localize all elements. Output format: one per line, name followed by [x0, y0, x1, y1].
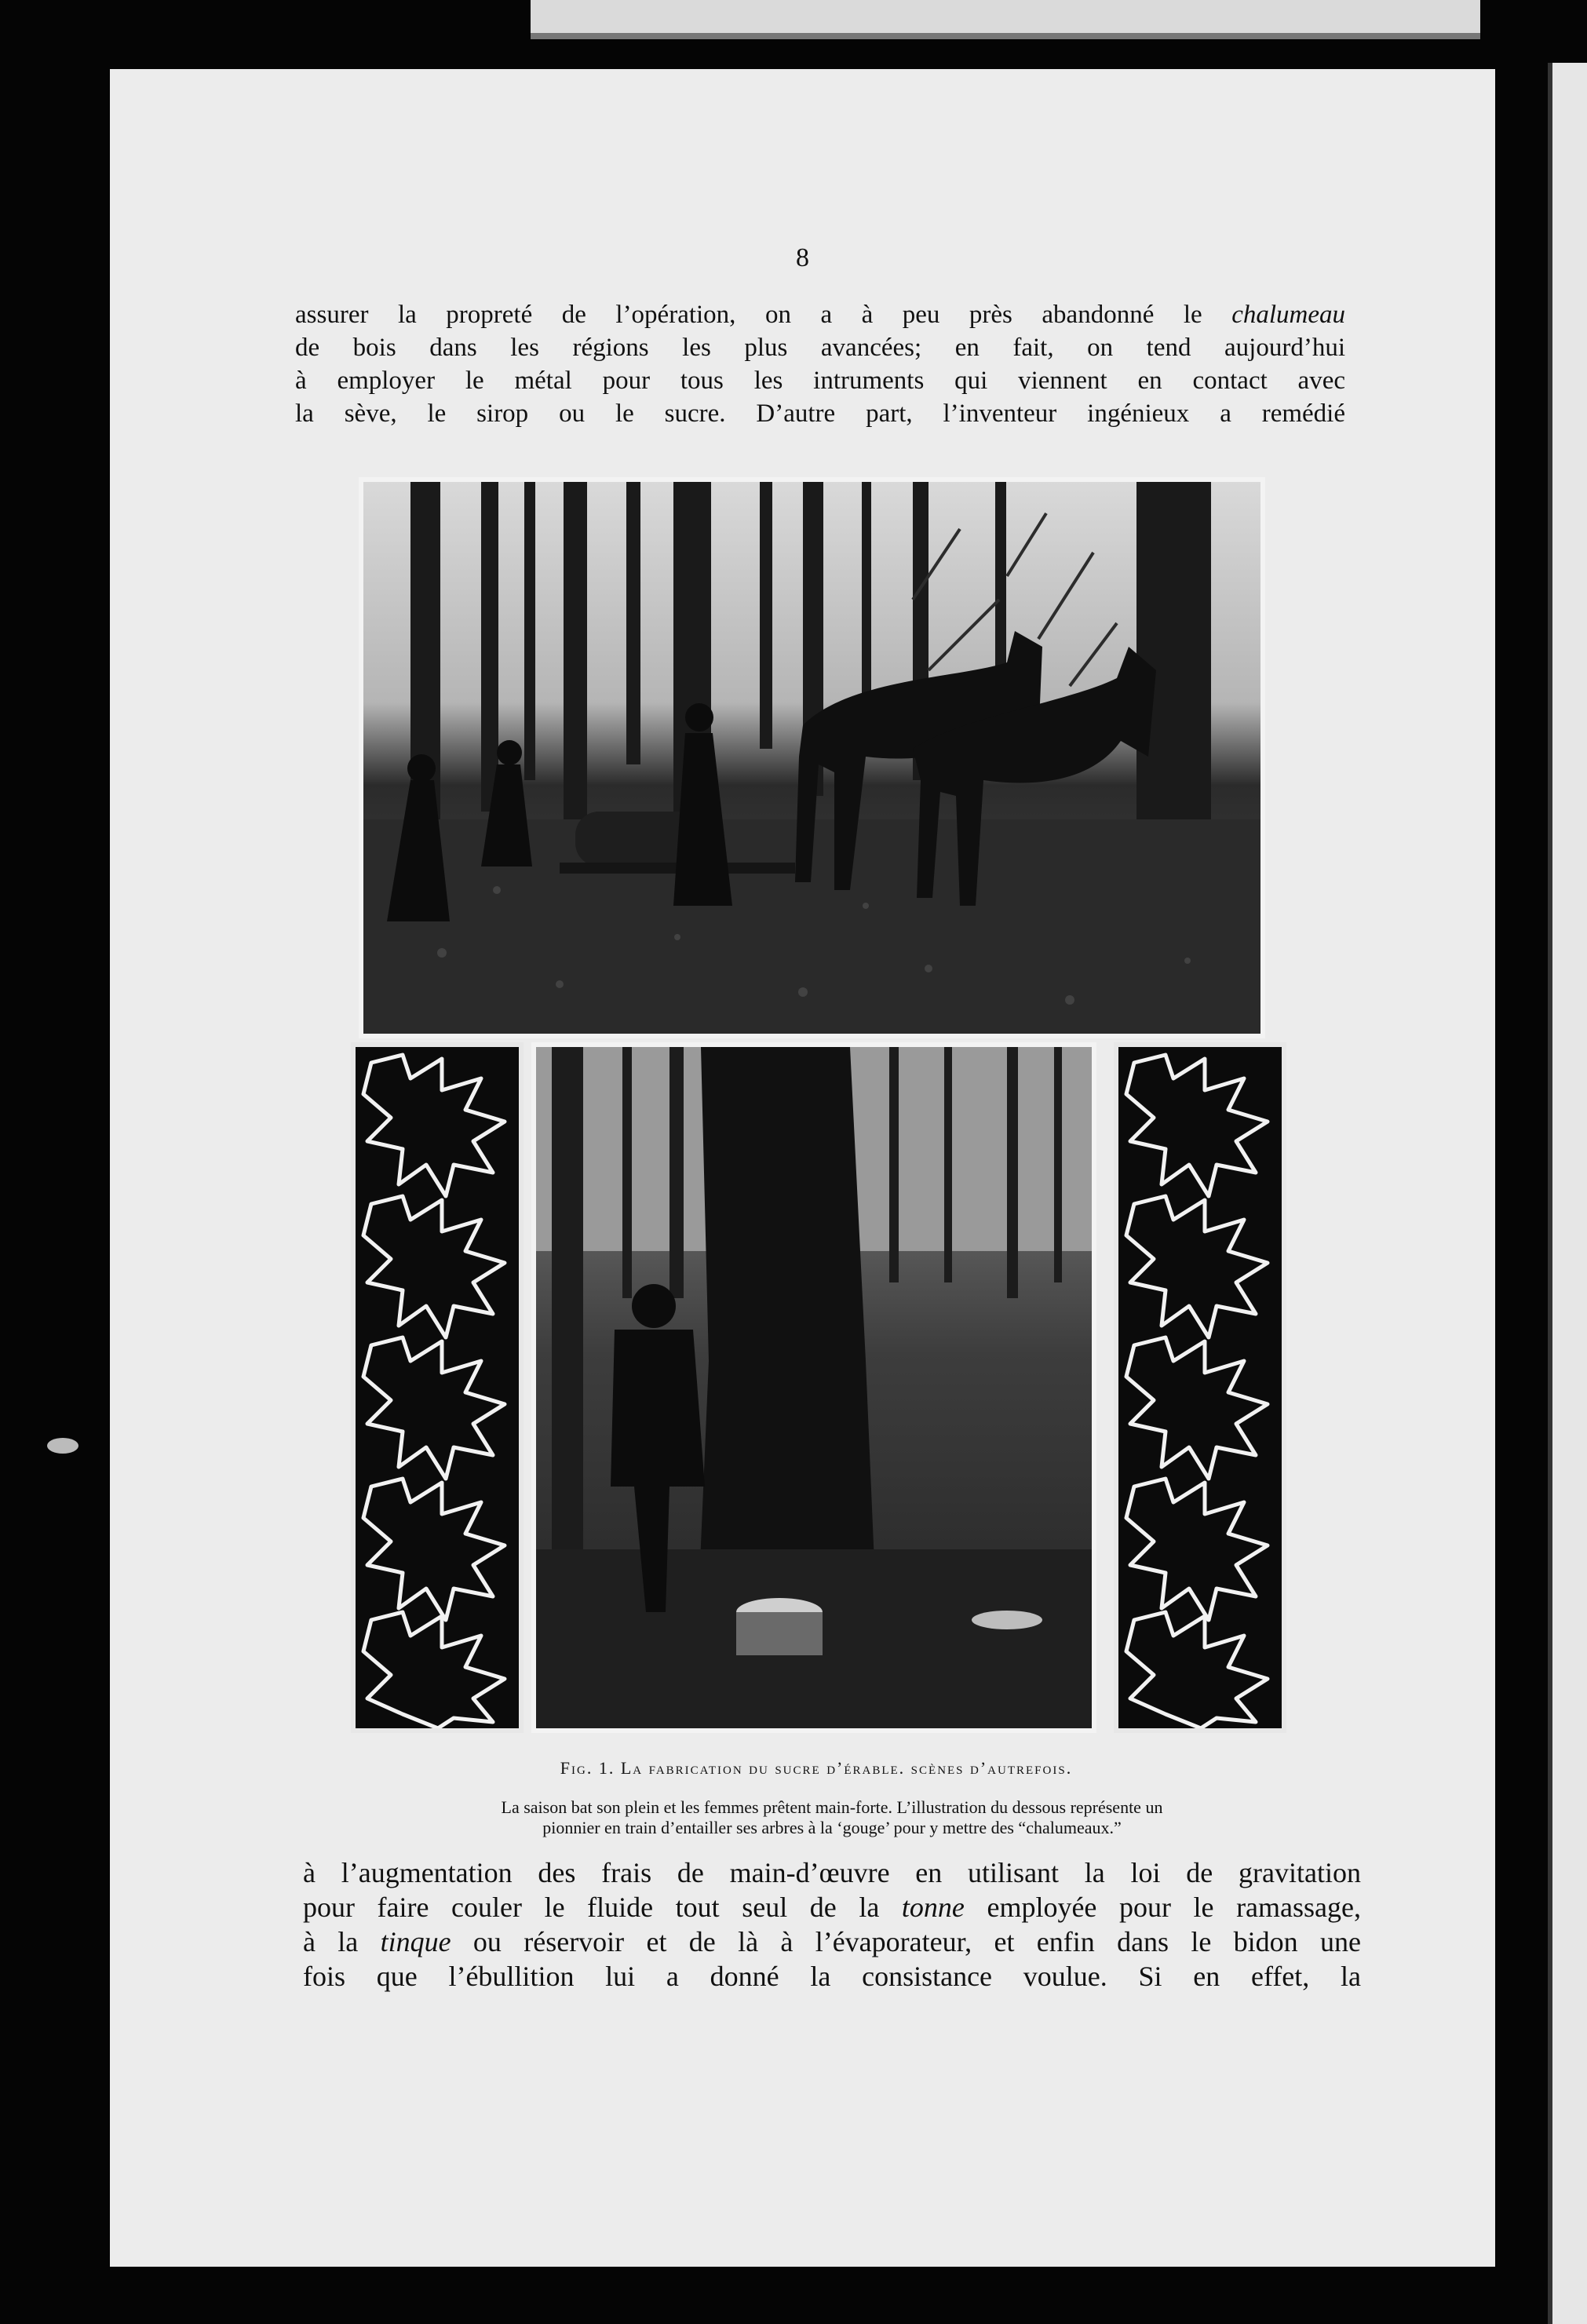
photo-horses-sugar-bush	[359, 477, 1265, 1038]
maple-leaf-border-right	[1114, 1042, 1286, 1733]
figure-maple-sugar	[343, 462, 1287, 1741]
bottom-line-1: à l’augmentation des frais de main-d’œuvre en utilisant la loi de gravitation	[303, 1857, 1361, 1888]
horses-sugar-bush-illustration	[363, 482, 1260, 1034]
maple-leaf-icon	[356, 1047, 519, 1728]
photo-pioneer-tapping-tree	[531, 1042, 1096, 1733]
maple-leaf-icon	[1118, 1047, 1282, 1728]
top-line-3: à employer le métal pour tous les intruments qui viennent en contact avec	[295, 367, 1345, 395]
top-line-1: assurer la propreté de l’opération, on a à peu près abandonné le chalumeau	[295, 301, 1345, 329]
bottom-line-3: à la tinque ou réservoir et de là à l’évaporateur, et enfin dans le bidon une	[303, 1926, 1361, 1957]
bottom-line-2: pour faire couler le fluide tout seul de la tonne employée pour le ramassage,	[303, 1892, 1361, 1923]
top-paragraph	[295, 298, 1345, 430]
top-line-2: de bois dans les régions les plus avancées; en fait, on tend aujourd’hui	[295, 334, 1345, 362]
bottom-line-4: fois que l’ébullition lui a donné la consistance voulue. Si en effet, la	[303, 1961, 1361, 1992]
adjacent-page-edge	[1548, 63, 1587, 2324]
top-line-4: la sève, le sirop ou le sucre. D’autre part, l’inventeur ingénieux a remédié	[295, 399, 1345, 428]
bottom-paragraph	[303, 1855, 1361, 1994]
pioneer-tapping-illustration	[536, 1047, 1092, 1728]
figure-caption-line-1: La saison bat son plein et les femmes prêtent main-forte. L’illustration du dessous représente un	[501, 1797, 1163, 1817]
figure-title: Fig. 1. La fabrication du sucre d’érable. scènes d’autrefois.	[560, 1758, 1073, 1778]
page-edge-top	[531, 0, 1480, 39]
figure-caption-line-2: pionnier en train d’entailler ses arbres à la ‘gouge’ pour y mettre des “chalumeaux.”	[542, 1818, 1122, 1837]
figure-caption	[369, 1797, 1295, 1838]
page-number: 8	[796, 243, 809, 272]
maple-leaf-border-left	[351, 1042, 524, 1733]
scan-speck	[47, 1438, 78, 1454]
